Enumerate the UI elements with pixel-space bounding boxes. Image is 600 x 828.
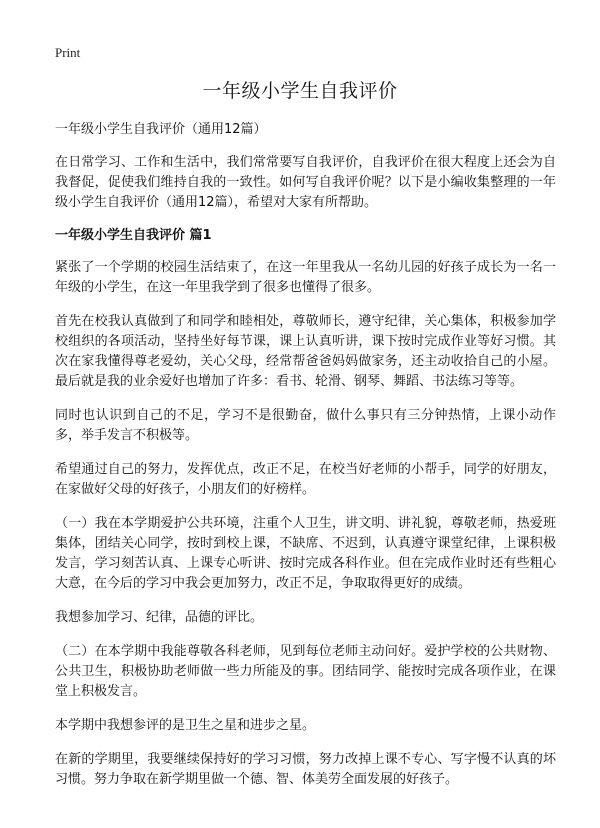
body-paragraph: 同时也认识到自己的不足，学习不是很勤奋，做什么事只有三分钟热情，上课小动作多，举手发言不积极等。 <box>55 408 556 443</box>
intro-paragraph: 在日常学习、工作和生活中，我们常常要写自我评价，自我评价在很大程度上还会为自我督促，促使我们维持自我的一致性。如何写自我评价呢？以下是小编收集整理的一年级小学生自我评价（通用12篇），希望对大家有所帮助。 <box>55 155 556 210</box>
document-subtitle: 一年级小学生自我评价（通用12篇） <box>55 122 267 137</box>
body-paragraph: 本学期中我想参评的是卫生之星和进步之星。 <box>55 718 316 733</box>
body-paragraph: （二）在本学期中我能尊敬各科老师，见到每位老师主动问好。爱护学校的公共财物、公共卫生，积极协助老师做一些力所能及的事。团结同学、能按时完成各项作业，在课堂上积极发言。 <box>55 644 556 699</box>
body-paragraph: 我想参加学习、纪律，品德的评比。 <box>55 610 264 625</box>
document-title: 一年级小学生自我评价 <box>202 80 398 102</box>
body-paragraph: （一）我在本学期爱护公共环境，注重个人卫生，讲文明、讲礼貌，尊敬老师，热爱班集体，团结关心同学，按时到校上课，不缺席、不迟到，认真遵守课堂纪律，上课积极发言，学习刻苦认真、上课专心听讲、按时完成各科作业。但在完成作业时还有些粗心大意，在今后的学习中我会更加努力，改正不足，争取取得更好的成绩。 <box>55 516 556 591</box>
body-paragraph: 紧张了一个学期的校园生活结束了，在这一年里我从一名幼儿园的好孩子成长为一名一年级的小学生，在这一年里我学到了很多也懂得了很多。 <box>55 260 556 295</box>
body-paragraph: 希望通过自己的努力，发挥优点，改正不足，在校当好老师的小帮手，同学的好朋友，在家做好父母的好孩子，小朋友们的好榜样。 <box>55 462 556 497</box>
section-heading: 一年级小学生自我评价 篇1 <box>55 228 212 243</box>
print-link[interactable]: Print <box>55 45 81 60</box>
body-paragraph: 在新的学期里，我要继续保持好的学习习惯，努力改掉上课不专心、写字慢不认真的坏习惯。努力争取在新学期里做一个德、智、体美劳全面发展的好孩子。 <box>55 752 556 787</box>
body-paragraph: 首先在校我认真做到了和同学和睦相处，尊敬师长，遵守纪律，关心集体，积极参加学校组织的各项活动，坚持坐好每节课，课上认真听讲，课下按时完成作业等好习惯。其次在家我懂得尊老爱幼，关心父母，经常帮爸爸妈妈做家务，还主动收拾自己的小屋。最后就是我的业余爱好也增加了许多：看书、轮滑、钢琴、舞蹈、书法练习等等。 <box>55 314 556 389</box>
document-body <box>55 121 556 804</box>
